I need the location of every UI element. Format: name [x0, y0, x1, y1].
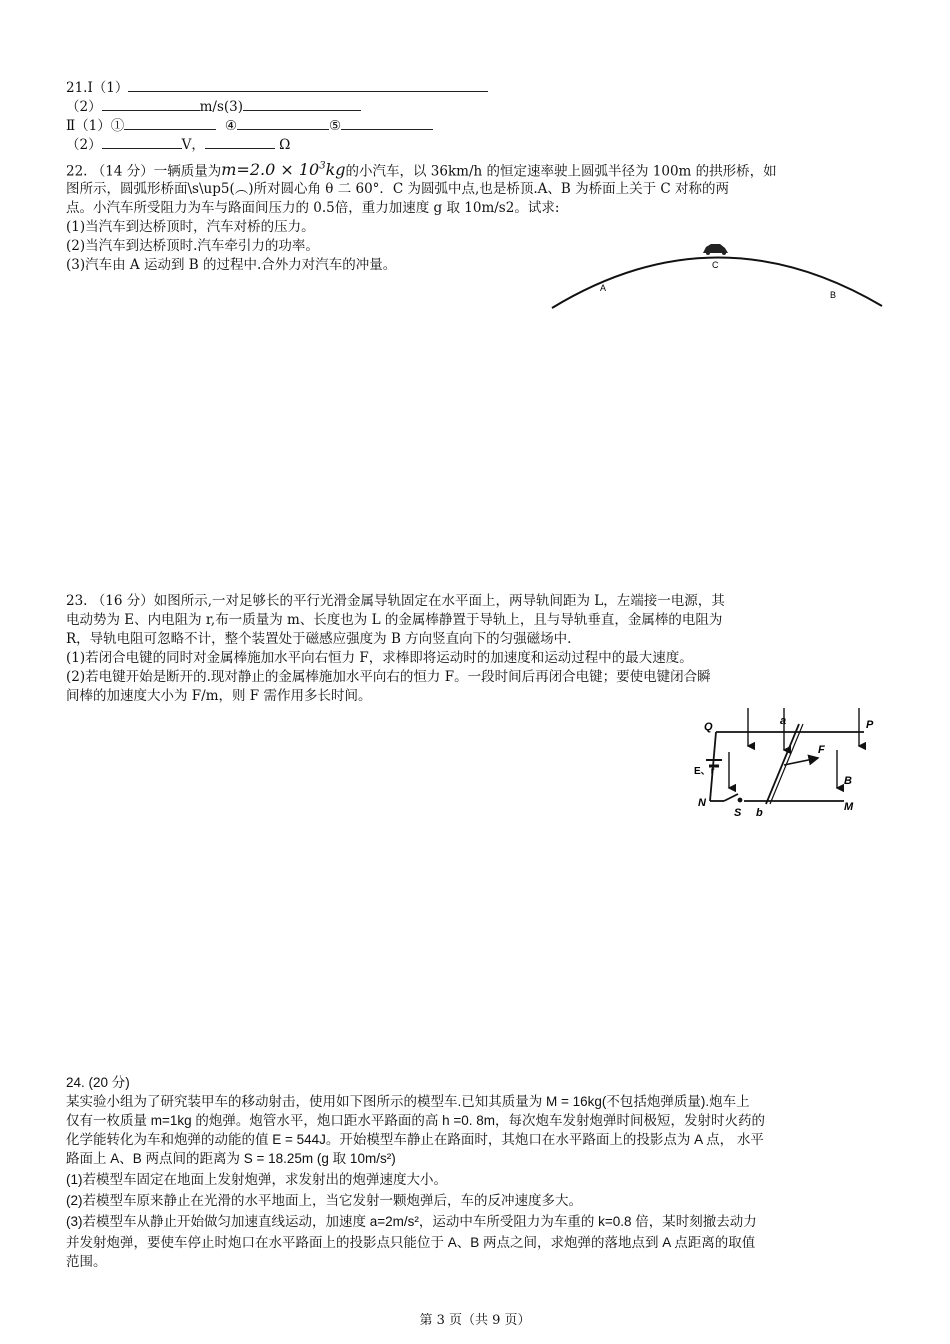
label-b: b: [756, 807, 763, 818]
answer-blank[interactable]: [102, 134, 182, 149]
answer-blank[interactable]: [205, 134, 275, 149]
q24-line7: (2)若模型车原来静止在光滑的水平地面上，当它发射一颗炮弹后，车的反冲速度多大。: [66, 1193, 582, 1208]
q24-line4: 化学能转化为车和炮弹的动能的值 E = 544J。开始模型车静止在路面时，其炮口在水平路面上的投影点为 A 点， 水平: [66, 1132, 764, 1147]
q23-line1: 23. （16 分）如图所示,一对足够长的平行光滑金属导轨固定在水平面上，两导轨间距为 L，左端接一电源，其: [66, 593, 725, 609]
label-b: B: [830, 290, 837, 300]
label-a: A: [600, 283, 607, 293]
q24-line5: 路面上 A、B 两点间的距离为 S = 18.25m (g 取 10m/s²): [66, 1151, 396, 1166]
label-n: N: [698, 797, 706, 809]
q21-line2: （2） m/s(3): [66, 96, 361, 117]
label-er: E、r: [694, 766, 715, 777]
q24-line2: 某实验小组为了研究装甲车的移动射击，使用如下图所示的模型车.已知其质量为 M = 16kg(不包括炮弹质量).炮车上: [66, 1094, 750, 1109]
switch-s[interactable]: [724, 794, 742, 802]
q21-line1: 21.Ⅰ（1）: [66, 77, 488, 98]
answer-blank[interactable]: [243, 96, 361, 111]
q21-line3: Ⅱ（1）① ④ ⑤: [66, 115, 433, 136]
label-q: Q: [704, 721, 713, 733]
label-c: C: [712, 260, 719, 270]
q23-line3: R，导轨电阻可忽略不计，整个装置处于磁感应强度为 B 方向竖直向下的匀强磁场中.: [66, 631, 572, 647]
q24-line8: (3)若模型车从静止开始做匀加速直线运动，加速度 a=2m/s²，运动中车所受阻力为车重的 k=0.8 倍，某时刻撤去动力: [66, 1214, 757, 1229]
car-icon: [703, 244, 728, 255]
q22-line6: (3)汽车由 A 运动到 B 的过程中.合外力对汽车的冲量。: [66, 257, 397, 273]
q23-line5: (2)若电键开始是断开的.现对静止的金属棒施加水平向右的恒力 F。一段时间后再闭合电键；要使电键闭合瞬: [66, 669, 711, 685]
answer-blank[interactable]: [341, 115, 433, 130]
q24-line10: 范围。: [66, 1254, 107, 1269]
q24-line3: 仅有一枚质量 m=1kg 的炮弹。炮管水平，炮口距水平路面的高 h =0. 8m，每次炮车发射炮弹时间极短，发射时火药的: [66, 1113, 766, 1128]
q24-line1: 24. (20 分): [66, 1075, 130, 1090]
label-s: S: [734, 807, 742, 818]
q22-line5: (2)当汽车到达桥顶时.汽车牵引力的功率。: [66, 238, 319, 254]
q24-line6: (1)若模型车固定在地面上发射炮弹，求发射出的炮弹速度大小。: [66, 1172, 447, 1187]
q24-line9: 并发射炮弹，要使车停止时炮口在水平路面上的投影点只能位于 A、B 两点之间，求炮弹的落地点到 A 点距离的取值: [66, 1235, 756, 1250]
mass-formula: $m=2.0 \times 10^3kg$: [221, 160, 346, 180]
q22-line2: 图所示，圆弧形桥面\s\up5(︵)所对圆心角 θ 二 60°．C 为圆弧中点,也是桥顶.A、B 为桥面上关于 C 对称的两: [66, 181, 729, 197]
answer-blank[interactable]: [237, 115, 329, 130]
label-m: M: [844, 801, 854, 813]
answer-blank[interactable]: [128, 77, 488, 92]
label-a: a: [780, 715, 787, 727]
answer-blank[interactable]: [102, 96, 200, 111]
q22-line4: (1)当汽车到达桥顶时，汽车对桥的压力。: [66, 219, 315, 235]
q23-line6: 间棒的加速度大小为 F/m，则 F 需作用多长时间。: [66, 688, 372, 704]
q22-line3: 点。小汽车所受阻力为车与路面间压力的 0.5倍，重力加速度 g 取 10m/s2。试求:: [66, 200, 560, 216]
label-f: F: [818, 744, 825, 756]
page-footer: 第 3 页（共 9 页）: [419, 1313, 531, 1328]
metal-rod-ab: [766, 724, 799, 804]
label-p: P: [866, 719, 874, 731]
arch-bridge-figure: [548, 236, 888, 311]
label-b-field: B: [844, 775, 852, 787]
q21-line4: （2） V， Ω: [66, 134, 290, 155]
rail-circuit-figure: [694, 706, 890, 818]
magnetic-field-arrows: [729, 708, 859, 788]
q23-line4: (1)若闭合电键的同时对金属棒施加水平向右恒力 F，求棒即将运动时的加速度和运动过程中的最大速度。: [66, 650, 693, 666]
q23-line2: 电动势为 E、内电阻为 r,布一质量为 m、长度也为 L 的金属棒静置于导轨上，且与导轨垂直，金属棒的电阻为: [66, 612, 723, 628]
q22-line1: 22. （14 分）一辆质量为$m=2.0 \times 10^3kg$的小汽车，以 36km/h 的恒定速率驶上圆弧半径为 100m 的拱形桥，如: [66, 160, 777, 180]
answer-blank[interactable]: [124, 115, 216, 130]
